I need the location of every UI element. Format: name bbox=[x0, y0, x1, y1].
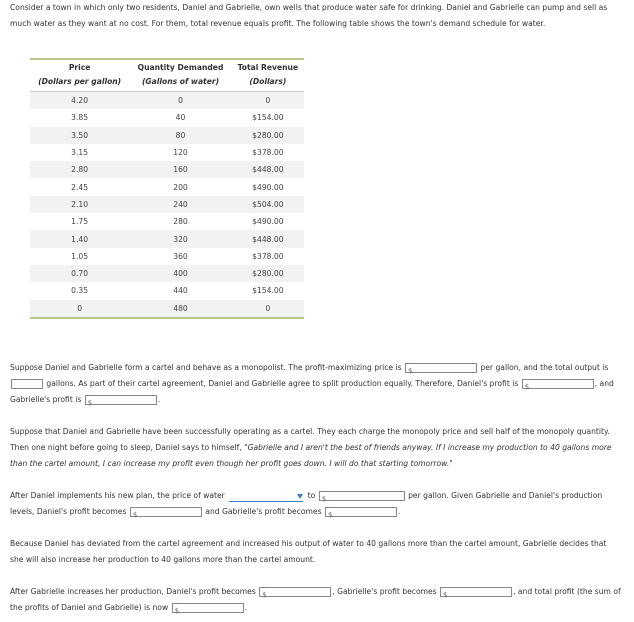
quantity-cell: 440 bbox=[173, 286, 188, 296]
revenue-cell: $448.00 bbox=[232, 230, 304, 247]
revenue-cell: $154.00 bbox=[252, 286, 284, 296]
col-subheader-price: (Dollars per gallon) bbox=[30, 74, 129, 92]
revenue-cell: $280.00 bbox=[232, 265, 304, 282]
price-cell: 3.85 bbox=[71, 113, 89, 123]
intro-text: Consider a town in which only two residents, Daniel and Gabrielle, own wells that produce water safe for drinking. Daniel and Gabrielle can pump and sell as much water as they want at no cost. For them, total revenue equals profit. The following table shows the town's demand schedule for water. bbox=[10, 3, 608, 28]
question-both-deviate: After Gabrielle increases her production, Daniel's profit becomes $ , Gabrielle's profit becomes $ , and total profit (the sum of the profits of Daniel and Gabrielle) is now $ . bbox=[10, 587, 621, 615]
table-row bbox=[30, 265, 304, 282]
new-price-input[interactable]: $ bbox=[319, 491, 405, 501]
quantity-cell: 320 bbox=[129, 230, 231, 247]
price-cell: 1.75 bbox=[71, 217, 89, 227]
gabrielle-profit-input[interactable]: $ bbox=[85, 395, 157, 405]
revenue-cell: 0 bbox=[232, 300, 304, 318]
quantity-cell: 400 bbox=[129, 265, 231, 282]
table-row bbox=[30, 213, 304, 230]
col-header-revenue: Total Revenue bbox=[237, 62, 299, 72]
table-row bbox=[30, 178, 304, 195]
table-row bbox=[30, 230, 304, 247]
quantity-cell: 0 bbox=[129, 92, 231, 110]
revenue-cell: $448.00 bbox=[232, 161, 304, 178]
gabrielle-final-profit-input[interactable]: $ bbox=[440, 587, 512, 597]
chevron-down-icon bbox=[297, 494, 303, 499]
price-cell: 3.15 bbox=[71, 148, 89, 158]
price-cell: 3.50 bbox=[30, 127, 129, 144]
quantity-cell: 480 bbox=[129, 300, 231, 318]
quantity-cell: 280 bbox=[173, 217, 188, 227]
quantity-cell: 120 bbox=[173, 148, 188, 158]
table-row bbox=[30, 92, 304, 110]
quantity-cell: 200 bbox=[173, 182, 188, 192]
price-cell: 4.20 bbox=[30, 92, 129, 110]
revenue-cell: $280.00 bbox=[232, 127, 304, 144]
monopoly-price-input[interactable]: $ bbox=[405, 363, 477, 373]
demand-schedule-table bbox=[30, 58, 304, 319]
table-row bbox=[30, 144, 304, 161]
scenario-text: Suppose that Daniel and Gabrielle have been successfully operating as a cartel. They each charge the monopoly price and sell half of the monopoly quantity. Then one night before going to sleep, Daniel says to himself, "Gabrielle and I aren't the best of friends anyway. If I increase my production to 40 gallons more than the cartel amount, I can increase my profit even though her profit goes down. I will do that starting tomorrow." bbox=[10, 427, 612, 468]
price-direction-dropdown[interactable] bbox=[229, 491, 303, 502]
revenue-cell: $378.00 bbox=[252, 251, 284, 261]
price-cell: 0 bbox=[30, 300, 129, 318]
gabrielle-new-profit-input[interactable]: $ bbox=[325, 507, 397, 517]
price-cell: 0.70 bbox=[30, 265, 129, 282]
table-row bbox=[30, 282, 304, 299]
col-header-quantity: Quantity Demanded bbox=[137, 62, 224, 72]
daniel-profit-input[interactable]: $ bbox=[522, 379, 594, 389]
quantity-cell: 360 bbox=[173, 251, 188, 261]
total-output-input[interactable] bbox=[11, 379, 43, 389]
quantity-cell: 240 bbox=[129, 196, 231, 213]
price-cell: 2.80 bbox=[30, 161, 129, 178]
revenue-cell: 0 bbox=[232, 92, 304, 110]
total-profit-input[interactable]: $ bbox=[172, 603, 244, 613]
daniel-final-profit-input[interactable]: $ bbox=[259, 587, 331, 597]
gabrielle-response-text: Because Daniel has deviated from the cartel agreement and increased his output of water to 40 gallons more than the cartel amount, Gabrielle decides that she will also increase her production to 40 gallons more than the cartel amount. bbox=[10, 539, 607, 564]
table-row bbox=[30, 300, 304, 318]
revenue-cell: $378.00 bbox=[252, 148, 284, 158]
question-deviation: After Daniel implements his new plan, the price of water to $ per gallon. Given Gabrielle and Daniel's production levels, Daniel's profit becomes $ and Gabrielle's profit becomes $ . bbox=[10, 491, 603, 519]
price-cell: 0.35 bbox=[71, 286, 89, 296]
table-row bbox=[30, 109, 304, 126]
quantity-cell: 80 bbox=[129, 127, 231, 144]
table-row bbox=[30, 161, 304, 178]
price-cell: 1.40 bbox=[30, 230, 129, 247]
price-cell: 1.05 bbox=[71, 251, 89, 261]
quantity-cell: 160 bbox=[129, 161, 231, 178]
col-subheader-quantity: (Gallons of water) bbox=[129, 74, 231, 92]
revenue-cell: $504.00 bbox=[232, 196, 304, 213]
col-subheader-revenue: (Dollars) bbox=[232, 74, 304, 92]
col-header-price: Price bbox=[68, 62, 91, 72]
revenue-cell: $490.00 bbox=[252, 217, 284, 227]
table-row bbox=[30, 248, 304, 265]
revenue-cell: $490.00 bbox=[252, 182, 284, 192]
daniel-new-profit-input[interactable]: $ bbox=[130, 507, 202, 517]
daniel-quote: "Gabrielle and I aren't the best of friends anyway. If I increase my production to 40 gallons more than the cartel amount, I can increase my profit even though her profit goes down. I will do that starting tomorrow." bbox=[10, 443, 612, 468]
table-row bbox=[30, 127, 304, 144]
price-cell: 2.10 bbox=[30, 196, 129, 213]
revenue-cell: $154.00 bbox=[252, 113, 284, 123]
price-cell: 2.45 bbox=[71, 182, 89, 192]
table-row bbox=[30, 196, 304, 213]
question-cartel: Suppose Daniel and Gabrielle form a cartel and behave as a monopolist. The profit-maximizing price is $ per gallon, and the total output is gallons. As part of their cartel agreement, Daniel and Gabrielle agree to split production equally. Therefore, Daniel's profit is $ , and Gabrielle's profit is $ . bbox=[10, 363, 614, 407]
quantity-cell: 40 bbox=[175, 113, 186, 123]
